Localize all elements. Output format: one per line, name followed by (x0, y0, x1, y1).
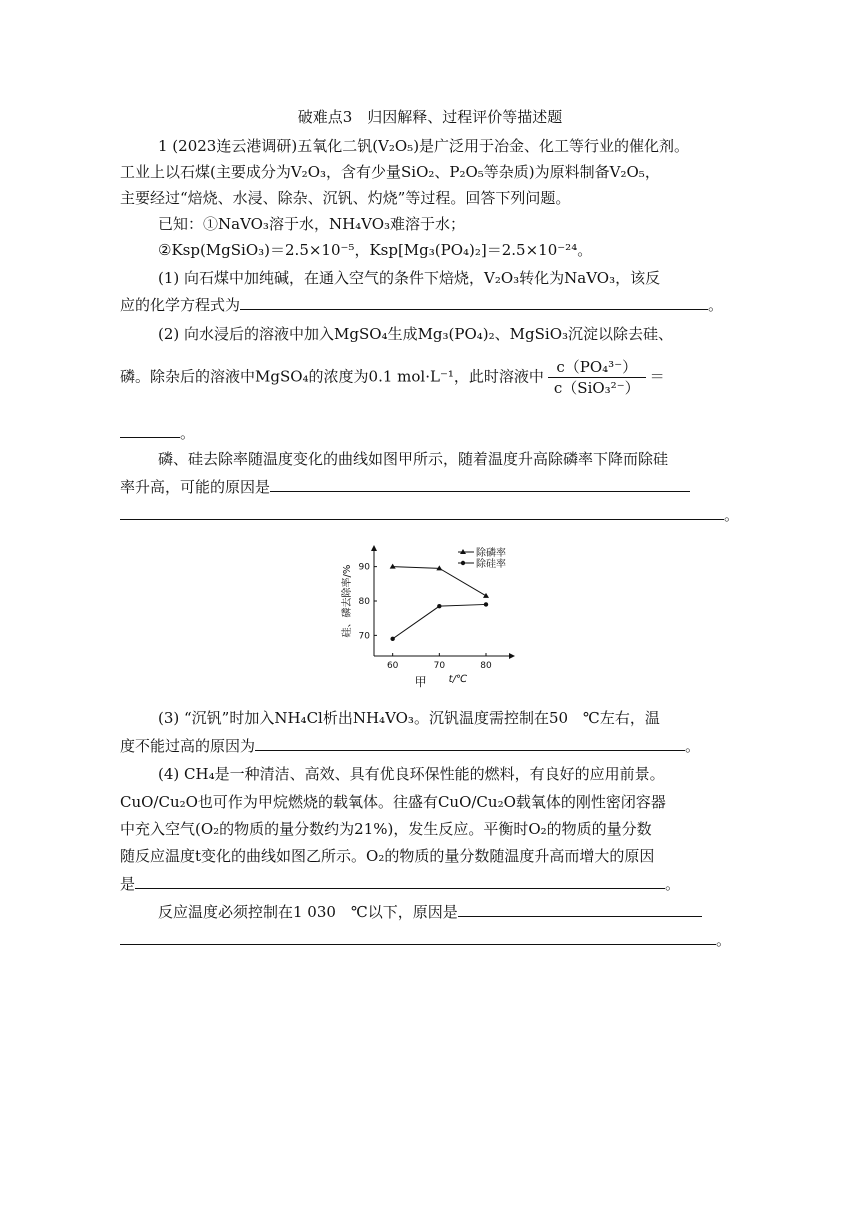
part2b-line-2 (120, 475, 740, 498)
part4-line-1: (4) CH₄是一种清洁、高效、具有优良环保性能的燃料，有良好的应用前景。 (158, 765, 665, 783)
known-condition-2: ②Ksp(MgSiO₃)＝2.5×10⁻⁵，Ksp[Mg₃(PO₄)₂]＝2.5×10⁻²⁴。 (158, 241, 593, 259)
y-axis-arrow (371, 545, 377, 551)
part4b-line-2 (120, 928, 740, 951)
answer-blank-4[interactable] (255, 734, 685, 751)
figure-caption: 甲 (414, 675, 427, 689)
legend-label-1: 除磷率 (476, 548, 506, 559)
series-1-point (483, 593, 489, 598)
y-tick-label: 90 (358, 562, 370, 573)
known-condition-1: 已知：①NaVO₃溶于水，NH₄VO₃难溶于水； (158, 215, 466, 233)
period: 。 (708, 296, 724, 314)
y-axis-label: 硅、磷去除率/% (342, 564, 353, 638)
series-line-1 (393, 567, 486, 596)
period: 。 (685, 737, 701, 755)
fraction-numerator: c（PO₄³⁻） (548, 358, 646, 378)
part2-line-1: (2) 向水浸后的溶液中加入MgSO₄生成Mg₃(PO₄)₂、MgSiO₃沉淀以除去硅、 (158, 325, 674, 343)
x-axis-arrow (509, 653, 515, 659)
part1-line-1: (1) 向石煤中加纯碱，在通入空气的条件下焙烧，V₂O₃转化为NaVO₃，该反 (158, 269, 661, 287)
part4-line-5 (120, 872, 740, 895)
part2-line-2 (120, 358, 740, 397)
answer-blank-2[interactable] (120, 421, 180, 438)
y-tick-label: 70 (358, 631, 370, 642)
chart-svg (338, 540, 528, 690)
answer-blank-3b[interactable] (120, 503, 724, 520)
part3-line-2 (120, 734, 740, 757)
x-axis-label: t/℃ (448, 674, 468, 685)
part1-prompt: 应的化学方程式为 (120, 296, 241, 314)
part2b-line-3 (120, 503, 740, 526)
figure-jia-chart (338, 540, 528, 690)
answer-blank-6b[interactable] (120, 928, 716, 945)
part4-line-2: CuO/Cu₂O也可作为甲烷燃烧的载氧体。往盛有CuO/Cu₂O载氧体的刚性密闭容器 (120, 793, 666, 811)
part3-prompt: 度不能过高的原因为 (120, 737, 256, 755)
series-2-point (390, 637, 394, 641)
part1-line-2 (120, 293, 740, 316)
concentration-ratio-fraction (548, 358, 646, 397)
part2b-prompt: 率升高，可能的原因是 (120, 478, 271, 496)
series-2-point (437, 604, 441, 608)
legend-marker-2 (461, 561, 465, 565)
answer-blank-1[interactable] (240, 293, 708, 310)
part4-prompt: 是 (120, 875, 136, 893)
part4-line-3: 中充入空气(O₂的物质的量分数约为21%)，发生反应。平衡时O₂的物质的量分数 (120, 820, 652, 838)
part2-answer-line (120, 421, 740, 444)
part4b-prompt: 反应温度必须控制在1 030 ℃以下，原因是 (158, 903, 458, 921)
period: 。 (716, 931, 732, 949)
equals-sign: ＝ (649, 367, 665, 386)
part3-line-1: (3) “沉钒”时加入NH₄Cl析出NH₄VO₃。沉钒温度需控制在50 ℃左右，温 (158, 709, 660, 727)
part4b-line-1 (158, 900, 740, 923)
page-title: 破难点3 归因解释、过程评价等描述题 (297, 108, 563, 126)
part2-prompt: 磷。除杂后的溶液中MgSO₄的浓度为0.1 mol·L⁻¹，此时溶液中 (120, 367, 544, 386)
series-2-point (484, 602, 488, 606)
period: 。 (665, 875, 681, 893)
x-tick-label: 80 (480, 661, 492, 671)
question-intro-line-3: 主要经过“焙烧、水浸、除杂、沉钒、灼烧”等过程。回答下列问题。 (120, 189, 571, 207)
answer-blank-3a[interactable] (270, 475, 690, 492)
answer-blank-6a[interactable] (458, 900, 702, 917)
series-1-point (390, 564, 396, 569)
question-intro-line-2: 工业上以石煤(主要成分为V₂O₃，含有少量SiO₂、P₂O₅等杂质)为原料制备V₂O₅， (120, 163, 660, 181)
x-tick-label: 70 (433, 661, 446, 671)
period: 。 (724, 506, 740, 524)
legend-label-2: 除硅率 (476, 559, 506, 570)
fraction-denominator: c（SiO₃²⁻） (553, 379, 640, 397)
part4-line-4: 随反应温度t变化的曲线如图乙所示。O₂的物质的量分数随温度升高而增大的原因 (120, 847, 655, 865)
series-line-2 (393, 604, 486, 638)
x-tick-label: 60 (386, 661, 399, 671)
question-intro-line-1: 1 (2023连云港调研)五氧化二钒(V₂O₅)是广泛用于冶金、化工等行业的催化剂。 (158, 137, 690, 155)
period: 。 (180, 424, 196, 442)
part2b-line-1: 磷、硅去除率随温度变化的曲线如图甲所示，随着温度升高除磷率下降而除硅 (158, 450, 669, 468)
y-tick-label: 80 (358, 597, 370, 607)
answer-blank-5[interactable] (135, 872, 665, 889)
